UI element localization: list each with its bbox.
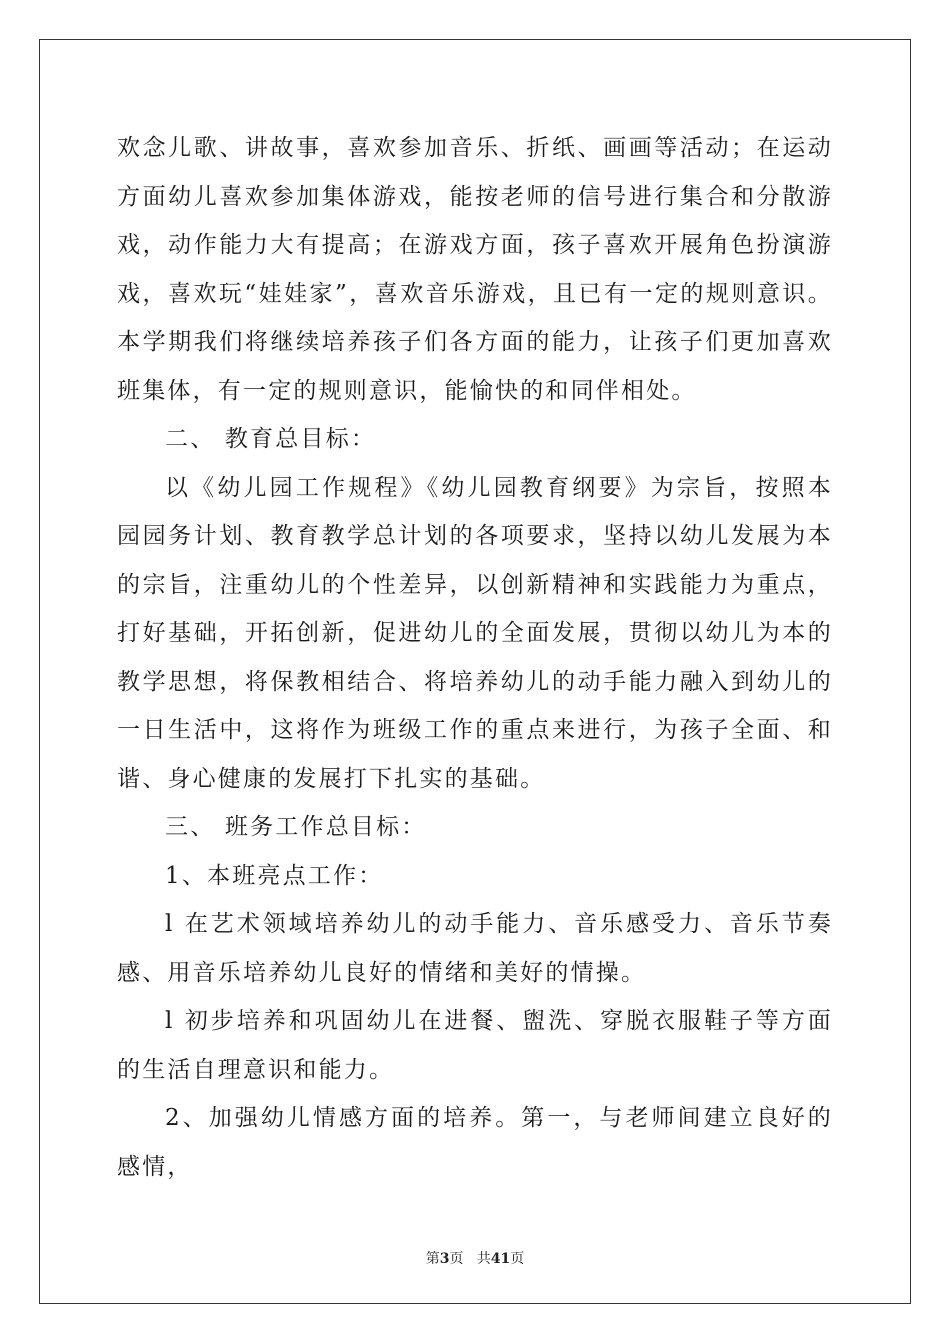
paragraph-emotion: 2、加强幼儿情感方面的培养。第一，与老师间建立良好的感情， (117, 1105, 833, 1180)
footer-total-pages: 41 (490, 1251, 511, 1267)
page-footer (0, 1248, 950, 1268)
subheading-highlight-work: 1、本班亮点工作： (165, 862, 384, 889)
document-body (117, 124, 833, 1191)
list-item-art: l 在艺术领域培养幼儿的动手能力、音乐感受力、音乐节奏感、用音乐培养幼儿良好的情绪和美好的情操。 (117, 911, 833, 986)
footer-page-suffix: 页 (449, 1251, 464, 1267)
paragraph-education-goals: 以《幼儿园工作规程》《幼儿园教育纲要》为宗旨，按照本园园务计划、教育教学总计划的各项要求，坚持以幼儿发展为本的宗旨，注重幼儿的个性差异，以创新精神和实践能力为重点，打好基础，开拓创新，促进幼儿的全面发展，贯彻以幼儿为本的教学思想，将保教相结合、将培养幼儿的动手能力融入到幼儿的一日生活中，这将作为班级工作的重点来进行，为孩子全面、和谐、身心健康的发展打下扎实的基础。 (117, 474, 833, 792)
footer-total-prefix: 共 (476, 1251, 491, 1267)
footer-current-page: 3 (439, 1251, 450, 1267)
heading-education-goals: 二、 教育总目标： (165, 426, 377, 452)
footer-total-suffix: 页 (510, 1251, 525, 1267)
heading-class-work-goals: 三、 班务工作总目标： (165, 814, 427, 840)
paragraph-1: 欢念儿歌、讲故事，喜欢参加音乐、折纸、画画等活动；在运动方面幼儿喜欢参加集体游戏，能按老师的信号进行集合和分散游戏，动作能力大有提高；在游戏方面，孩子喜欢开展角色扮演游戏，喜欢玩“娃娃家”，喜欢音乐游戏，且已有一定的规则意识。本学期我们将继续培养孩子们各方面的能力，让孩子们更加喜欢班集体，有一定的规则意识，能愉快的和同伴相处。 (117, 135, 833, 404)
footer-prefix: 第 (425, 1251, 440, 1267)
list-item-self-care: l 初步培养和巩固幼儿在进餐、盥洗、穿脱衣服鞋子等方面的生活自理意识和能力。 (117, 1008, 833, 1083)
